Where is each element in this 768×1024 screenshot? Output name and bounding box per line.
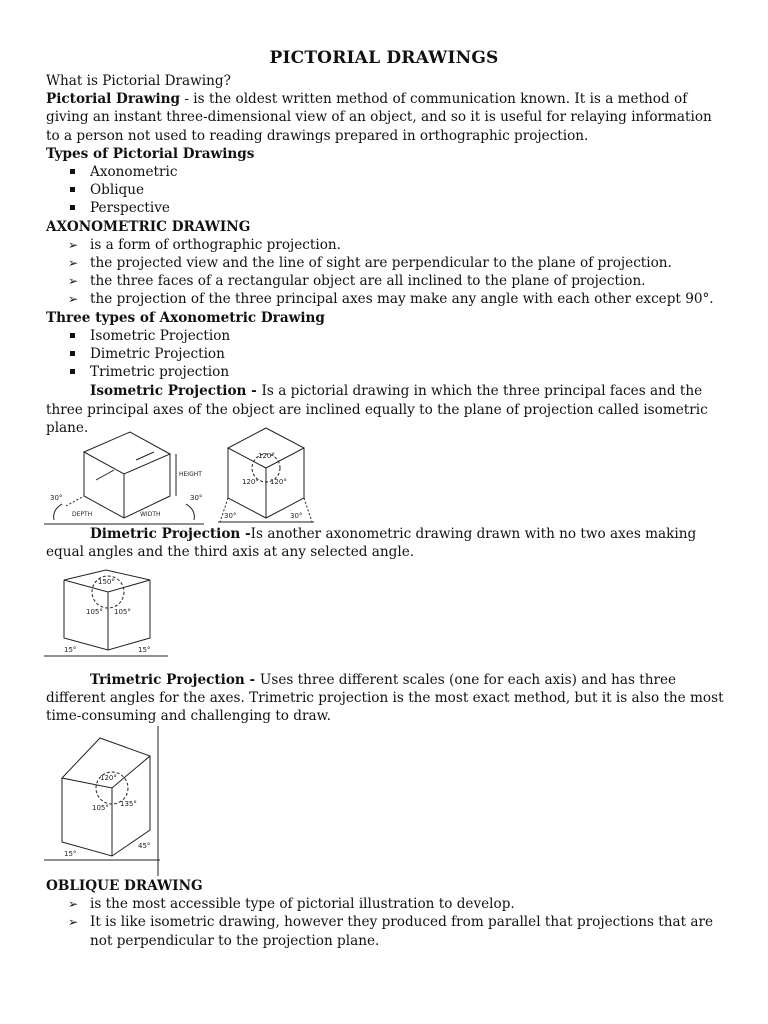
isometric-dimension-figure [44, 424, 204, 526]
intro-section [46, 72, 726, 437]
tri-right-angle-label: 135° [120, 800, 137, 808]
list-item: ➢ the projected view and the line of sight are perpendicular to the plane of projection. [46, 254, 726, 272]
list-item: Oblique [46, 181, 726, 199]
intro-question: What is Pictorial Drawing? [46, 73, 231, 89]
iso-base-right-label: 30° [290, 512, 303, 520]
list-item: Trimetric projection [46, 363, 726, 381]
types-list [46, 163, 726, 218]
trimetric-figure [44, 726, 160, 878]
list-item: ➢ is a form of orthographic projection. [46, 236, 726, 254]
definition-text: - is the oldest written method of communication known. It is a method of giving an instant three-dimensional view of an object, and so it is useful for relaying information to a person not used to reading drawings prepared in orthographic projection. [46, 91, 712, 144]
list-item: ➢ It is like isometric drawing, however they produced from parallel that projections that are not perpendicular to the projection plane. [46, 913, 726, 949]
definition-term: Pictorial Drawing [46, 91, 181, 108]
axonometric-heading: AXONOMETRIC DRAWING [46, 218, 251, 235]
dimetric-term: Dimetric Projection - [90, 526, 251, 542]
iso-height-label: HEIGHT [179, 471, 202, 478]
isometric-angles-figure [218, 422, 314, 526]
axonometric-points [46, 236, 726, 309]
iso-angle-left-label: 30° [50, 494, 63, 502]
dimetric-text: Is another axonometric drawing drawn with no two axes making equal angles and the third axis at any selected angle. [46, 526, 697, 561]
types-heading: Types of Pictorial Drawings [46, 145, 255, 162]
dim-base-left-label: 15° [64, 646, 77, 654]
oblique-points [46, 895, 726, 950]
trimetric-term: Trimetric Projection - [90, 672, 260, 688]
trimetric-paragraph [46, 671, 726, 726]
oblique-heading: OBLIQUE DRAWING [46, 878, 203, 894]
trimetric-text: Uses three different scales (one for each axis) and has three different angles for the axes. Trimetric projection is the most exact method, but it is also the most time-consuming and challenging to draw. [46, 672, 724, 725]
iso-depth-label: DEPTH [72, 511, 93, 518]
dim-base-right-label: 15° [138, 646, 151, 654]
tri-base-left-label: 15° [64, 850, 77, 858]
tri-top-angle-label: 120° [100, 774, 117, 782]
list-item: ➢ the three faces of a rectangular object are all inclined to the plane of projection. [46, 272, 726, 290]
tri-base-right-label: 45° [138, 842, 151, 850]
dim-top-angle-label: 150° [98, 578, 115, 586]
tri-left-angle-label: 105° [92, 804, 109, 812]
list-item: Isometric Projection [46, 327, 726, 345]
three-types-list [46, 327, 726, 382]
dim-right-angle-label: 105° [114, 608, 131, 616]
list-item: ➢ is the most accessible type of pictorial illustration to develop. [46, 895, 726, 913]
dimetric-paragraph [46, 525, 726, 561]
isometric-term: Isometric Projection - [90, 383, 262, 400]
iso-top-angle-label: 120° [258, 452, 275, 460]
list-item: Perspective [46, 199, 726, 217]
iso-angle-right-label: 30° [190, 494, 203, 502]
iso-right-angle-label: 120° [270, 478, 287, 486]
dimetric-figure [44, 562, 168, 660]
iso-base-left-label: 30° [224, 512, 237, 520]
three-types-heading: Three types of Axonometric Drawing [46, 309, 325, 326]
page-title: PICTORIAL DRAWINGS [269, 48, 499, 68]
iso-left-angle-label: 120° [242, 478, 259, 486]
iso-width-label: WIDTH [140, 511, 161, 518]
isometric-text: Is a pictorial drawing in which the three principal faces and the three principal axes of the object are inclined equally to the plane of projection called isometric plane. [46, 383, 708, 436]
list-item: ➢ the projection of the three principal axes may make any angle with each other except 90°. [46, 290, 726, 308]
definition-paragraph [46, 90, 726, 145]
oblique-section [46, 877, 726, 950]
dim-left-angle-label: 105° [86, 608, 103, 616]
list-item: Dimetric Projection [46, 345, 726, 363]
list-item: Axonometric [46, 163, 726, 181]
